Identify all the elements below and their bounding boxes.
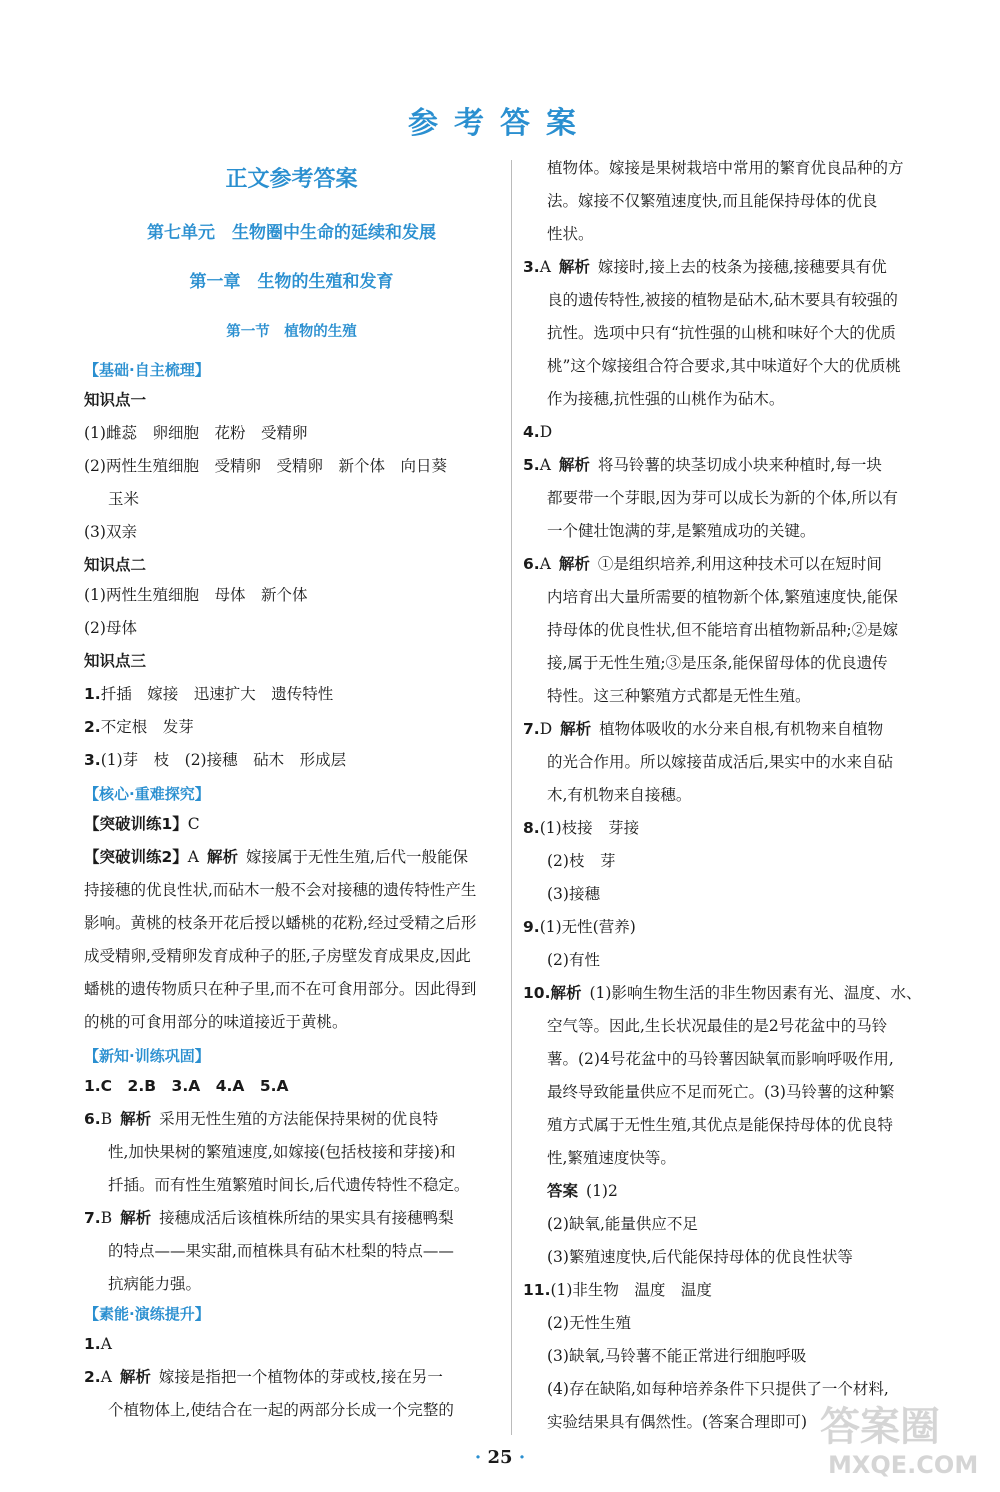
kp3-line3-num: 3. [84, 751, 101, 769]
new-q6-line3: 扦插。而有性生殖繁殖时间长,后代遗传特性不稳定。 [108, 1176, 470, 1194]
q6-answer: A [539, 555, 551, 573]
section-title: 第一节 植物的生殖 [226, 324, 357, 340]
q7-answer: D [539, 720, 553, 738]
q7-line2: 的光合作用。所以嫁接苗成活后,果实中的水来自砧 [547, 753, 893, 771]
kp3-line3-text: (1)芽 枝 (2)接穗 砧木 形成层 [100, 751, 347, 769]
q8 [523, 818, 639, 838]
kp3-line2-num: 2. [84, 718, 101, 736]
q3-line3: 抗性。选项中只有“抗性强的山桃和味好个大的优质 [547, 324, 896, 342]
kp2-line1: (1)两性生殖细胞 母体 新个体 [84, 586, 308, 604]
q6-line5: 特性。这三种繁殖方式都是无性生殖。 [547, 687, 811, 705]
q9 [523, 917, 636, 937]
new-q6-answer: B [100, 1110, 113, 1128]
q6-line1: ①是组织培养,利用这种技术可以在短时间 [597, 555, 882, 573]
q6-line2: 内培育出大量所需要的植物新个体,繁殖速度快,能保 [547, 588, 898, 606]
q5-line1: 将马铃薯的块茎切成小块来种植时,每一块 [597, 456, 882, 474]
q11-line4: (4)存在缺陷,如每种培养条件下只提供了一个材料, [547, 1380, 889, 1398]
q11-num: 11. [523, 1281, 551, 1299]
q11-line1: (1)非生物 温度 温度 [550, 1281, 712, 1299]
q8-num: 8. [523, 819, 540, 837]
q6-jiexi: 解析 [558, 555, 590, 573]
page-number-value: 25 [487, 1447, 513, 1468]
q10-answer2: (2)缺氧,能量供应不足 [547, 1215, 698, 1233]
q6-num: 6. [523, 555, 540, 573]
skill-q2 [84, 1367, 443, 1387]
right-line3: 性状。 [547, 225, 594, 243]
watermark-url: MXQE.COM [828, 1451, 979, 1479]
q9-num: 9. [523, 918, 540, 936]
training1-answer: C [187, 815, 200, 833]
kp1-line3: (3)双亲 [84, 523, 137, 541]
q10-line5: 殖方式属于无性生殖,其优点是能保持母体的优良特 [547, 1116, 893, 1134]
q10-line1: (1)影响生物生活的非生物因素有光、温度、水、 [589, 984, 922, 1002]
new-q7-num: 7. [84, 1209, 101, 1227]
q10-line2: 空气等。因此,生长状况最佳的是2号花盆中的马铃 [547, 1017, 888, 1035]
q11-line5: 实验结果具有偶然性。(答案合理即可) [547, 1413, 808, 1431]
tag-core: 【核心·重难探究】 [84, 785, 210, 803]
training2-line1: 嫁接属于无性生殖,后代一般能保 [246, 848, 468, 866]
training2-line6: 的桃的可食用部分的味道接近于黄桃。 [84, 1013, 348, 1031]
watermark [820, 1395, 990, 1485]
q3 [523, 257, 887, 277]
q5-jiexi: 解析 [558, 456, 590, 474]
q9-line2: (2)有性 [547, 951, 600, 969]
training2-answer: A [187, 848, 199, 866]
q3-answer: A [539, 258, 551, 276]
column-divider [511, 160, 512, 1435]
q3-num: 3. [523, 258, 540, 276]
q11-line2: (2)无性生殖 [547, 1314, 631, 1332]
training1-label: 【突破训练1】 [84, 815, 188, 833]
training2-line3: 影响。黄桃的枝条开花后授以蟠桃的花粉,经过受精之后形 [84, 914, 477, 932]
q3-jiexi: 解析 [558, 258, 590, 276]
q7-line3: 木,有机物来自接穗。 [547, 786, 692, 804]
new-q7-jiexi: 解析 [120, 1209, 152, 1227]
training2 [84, 847, 468, 867]
skill-q2-line1: 嫁接是指把一个植物体的芽或枝,接在另一 [158, 1368, 443, 1386]
page-dot-right: · [518, 1447, 526, 1468]
q5-num: 5. [523, 456, 540, 474]
tag-new: 【新知·训练巩固】 [84, 1047, 210, 1065]
q11-line3: (3)缺氧,马铃薯不能正常进行细胞呼吸 [547, 1347, 807, 1365]
skill-q2-answer: A [100, 1368, 112, 1386]
q3-line4: 桃”这个嫁接组合符合要求,其中味道好个大的优质桃 [547, 357, 901, 375]
new-q7 [84, 1208, 454, 1228]
kp1-line1: (1)雌蕊 卵细胞 花粉 受精卵 [84, 424, 308, 442]
tag-basic: 【基础·自主梳理】 [84, 361, 210, 379]
q10-line4: 最终导致能量供应不足而死亡。(3)马铃薯的这种繁 [547, 1083, 895, 1101]
q10-jiexi: 解析 [550, 984, 582, 1002]
q10-line6: 性,繁殖速度快等。 [547, 1149, 676, 1167]
q8-line3: (3)接穗 [547, 885, 600, 903]
skill-q1-answer: A [100, 1335, 112, 1353]
training2-jiexi: 解析 [207, 848, 239, 866]
kp3-line1-num: 1. [84, 685, 101, 703]
kp2-line2: (2)母体 [84, 619, 137, 637]
q10-answer1: (1)2 [586, 1182, 618, 1200]
training2-label: 【突破训练2】 [84, 848, 188, 866]
new-q7-answer: B [100, 1209, 113, 1227]
q7 [523, 719, 883, 739]
q6 [523, 554, 882, 574]
q8-line2: (2)枝 芽 [547, 852, 616, 870]
kp3-line1 [84, 684, 333, 704]
heading-main: 正文参考答案 [225, 167, 358, 192]
new-q6-line2: 性,加快果树的繁殖速度,如嫁接(包括枝接和芽接)和 [108, 1143, 456, 1161]
kp3-line2-text: 不定根 发芽 [100, 718, 194, 736]
q7-line1: 植物体吸收的水分来自根,有机物来自植物 [599, 720, 884, 738]
kp3-line2 [84, 717, 194, 737]
q5-answer: A [539, 456, 551, 474]
q10-daan: 答案 [547, 1182, 579, 1200]
kp1-line2b: 玉米 [108, 490, 140, 508]
new-answers-1-5: 1.C 2.B 3.A 4.A 5.A [84, 1077, 289, 1095]
q5 [523, 455, 882, 475]
q4-num: 4. [523, 423, 540, 441]
q4 [523, 422, 552, 442]
skill-q1-num: 1. [84, 1335, 101, 1353]
kp2-title: 知识点二 [84, 556, 147, 574]
q3-line2: 良的遗传特性,被接的植物是砧木,砧木要具有较强的 [547, 291, 898, 309]
new-q6 [84, 1109, 438, 1129]
chapter-title: 第一章 生物的生殖和发育 [189, 272, 394, 292]
skill-q1 [84, 1334, 112, 1354]
skill-q2-jiexi: 解析 [119, 1368, 151, 1386]
q10-answer3: (3)繁殖速度快,后代能保持母体的优良性状等 [547, 1248, 853, 1266]
training2-line2: 持接穗的优良性状,而砧木一般不会对接穗的遗传特性产生 [84, 881, 477, 899]
skill-q2-line2: 个植物体上,使结合在一起的两部分长成一个完整的 [108, 1401, 454, 1419]
q10-answer [547, 1181, 618, 1201]
q3-line1: 嫁接时,接上去的枝条为接穗,接穗要具有优 [597, 258, 887, 276]
q5-line2: 都要带一个芽眼,因为芽可以成长为新的个体,所以有 [547, 489, 898, 507]
new-q7-line2: 的特点——果实甜,而植株具有砧木杜梨的特点—— [108, 1242, 454, 1260]
q10-num: 10. [523, 984, 551, 1002]
training2-line5: 蟠桃的遗传物质只在种子里,而不在可食用部分。因此得到 [84, 980, 477, 998]
unit-title: 第七单元 生物圈中生命的延续和发展 [147, 223, 436, 243]
tag-skill: 【素能·演练提升】 [84, 1305, 210, 1323]
new-q7-line1: 接穗成活后该植株所结的果实具有接穗鸭梨 [159, 1209, 454, 1227]
new-q6-jiexi: 解析 [120, 1110, 152, 1128]
kp3-line1-text: 扦插 嫁接 迅速扩大 遗传特性 [100, 685, 334, 703]
kp3-title: 知识点三 [84, 652, 147, 670]
q11 [523, 1280, 712, 1300]
page-title: 参考答案 [408, 106, 592, 141]
q3-line5: 作为接穗,抗性强的山桃作为砧木。 [547, 390, 785, 408]
q10 [523, 983, 921, 1003]
watermark-logo: 答案圈 [820, 1404, 940, 1450]
page-dot-left: · [474, 1447, 482, 1468]
q7-jiexi: 解析 [560, 720, 592, 738]
q4-answer: D [539, 423, 553, 441]
q6-line4: 接,属于无性生殖;③是压条,能保留母体的优良遗传 [547, 654, 888, 672]
q5-line3: 一个健壮饱满的芽,是繁殖成功的关键。 [547, 522, 816, 540]
kp1-title: 知识点一 [84, 391, 147, 409]
training1 [84, 814, 200, 834]
right-line2: 法。嫁接不仅繁殖速度快,而且能保持母体的优良 [547, 192, 878, 210]
new-q6-num: 6. [84, 1110, 101, 1128]
new-q7-line3: 抗病能力强。 [108, 1275, 202, 1293]
q8-line1: (1)枝接 芽接 [539, 819, 640, 837]
q10-line3: 薯。(2)4号花盆中的马铃薯因缺氧而影响呼吸作用, [547, 1050, 894, 1068]
q6-line3: 持母体的优良性状,但不能培育出植物新品种;②是嫁 [547, 621, 899, 639]
q9-line1: (1)无性(营养) [539, 918, 636, 936]
q7-num: 7. [523, 720, 540, 738]
kp3-line3 [84, 750, 346, 770]
kp1-line2: (2)两性生殖细胞 受精卵 受精卵 新个体 向日葵 [84, 457, 447, 475]
skill-q2-num: 2. [84, 1368, 101, 1386]
right-line1: 植物体。嫁接是果树栽培中常用的繁育优良品种的方 [547, 159, 904, 177]
new-q6-line1: 采用无性生殖的方法能保持果树的优良特 [159, 1110, 439, 1128]
training2-line4: 成受精卵,受精卵发育成种子的胚,子房壁发育成果皮,因此 [84, 947, 471, 965]
